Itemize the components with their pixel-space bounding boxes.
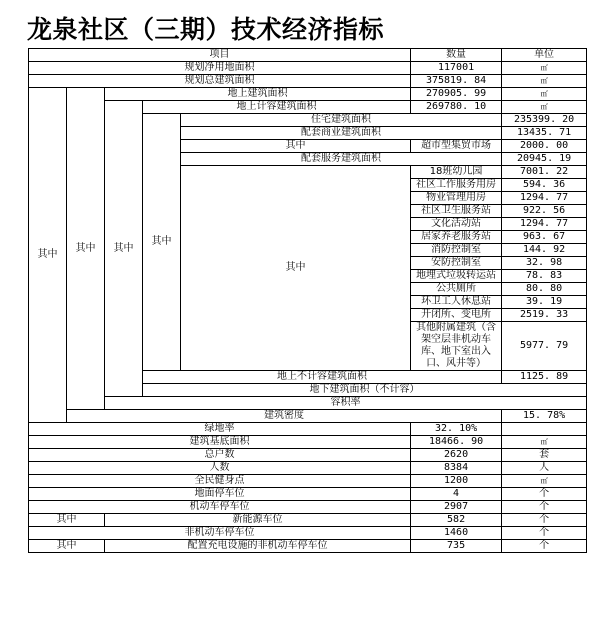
row-label: 地埋式垃圾转运站 (411, 270, 502, 283)
row-qty: 375819. 84 (411, 75, 502, 88)
page-title: 龙泉社区（三期）技术经济指标 (27, 15, 385, 44)
table-row (29, 101, 587, 114)
row-label: 总户数 (29, 449, 411, 462)
row-qty: 8384 (411, 462, 502, 475)
row-qty: 2620 (411, 449, 502, 462)
row-label: 配套商业建筑面积 (181, 127, 502, 140)
row-label: 建筑密度 (67, 410, 502, 423)
row-qty: 20945. 19 (502, 153, 587, 166)
table-header-row (29, 49, 587, 62)
row-qty: 235399. 20 (502, 114, 587, 127)
table-row (29, 423, 587, 436)
row-unit: ㎡ (502, 62, 587, 75)
row-qty: 735 (411, 540, 502, 553)
row-unit-empty (502, 423, 587, 436)
row-label: 公共厕所 (411, 283, 502, 296)
row-qty: 2907 (411, 501, 502, 514)
qizhong-label: 其中 (29, 88, 67, 423)
row-label: 容积率 (105, 397, 587, 410)
table-row (29, 62, 587, 75)
qizhong-label: 其中 (105, 101, 143, 397)
row-unit: ㎡ (502, 88, 587, 101)
row-label: 地面停车位 (29, 488, 411, 501)
header-item: 项目 (29, 49, 411, 62)
qizhong-label: 其中 (143, 114, 181, 371)
row-qty: 5977. 79 (502, 322, 587, 371)
table-row (29, 475, 587, 488)
row-unit: 人 (502, 462, 587, 475)
row-unit: 个 (502, 488, 587, 501)
row-qty: 18466. 90 (411, 436, 502, 449)
row-label: 住宅建筑面积 (181, 114, 502, 127)
row-label: 人数 (29, 462, 411, 475)
qizhong-label: 其中 (181, 140, 411, 153)
table-row (29, 514, 587, 527)
row-unit: ㎡ (502, 436, 587, 449)
row-qty: 1125. 89 (502, 371, 587, 384)
row-qty: 922. 56 (502, 205, 587, 218)
economic-indicator-table (28, 48, 587, 553)
row-unit: 个 (502, 527, 587, 540)
row-label: 环卫工人休息站 (411, 296, 502, 309)
row-qty: 594. 36 (502, 179, 587, 192)
row-qty: 1294. 77 (502, 192, 587, 205)
table-row (29, 449, 587, 462)
row-label: 机动车停车位 (29, 501, 411, 514)
table-row (29, 462, 587, 475)
table-row (29, 436, 587, 449)
row-unit: 个 (502, 501, 587, 514)
header-unit: 单位 (502, 49, 587, 62)
row-qty: 270905. 99 (411, 88, 502, 101)
row-label: 地上建筑面积 (105, 88, 411, 101)
qizhong-label: 其中 (67, 88, 105, 410)
table-row (29, 75, 587, 88)
row-label: 地上计容建筑面积 (143, 101, 411, 114)
table-row (29, 88, 587, 101)
row-label: 开闭所、变电所 (411, 309, 502, 322)
row-label: 规划总建筑面积 (29, 75, 411, 88)
row-qty: 15. 78% (502, 410, 587, 423)
row-unit: 套 (502, 449, 587, 462)
row-qty: 78. 83 (502, 270, 587, 283)
row-qty: 7001. 22 (502, 166, 587, 179)
row-label: 建筑基底面积 (29, 436, 411, 449)
row-label: 规划净用地面积 (29, 62, 411, 75)
row-qty: 32. 98 (502, 257, 587, 270)
row-qty: 32. 10% (411, 423, 502, 436)
row-unit: ㎡ (502, 75, 587, 88)
row-label: 超市型集贸市场 (411, 140, 502, 153)
row-label: 配套服务建筑面积 (181, 153, 502, 166)
row-qty: 13435. 71 (502, 127, 587, 140)
row-qty: 144. 92 (502, 244, 587, 257)
table-row (29, 397, 587, 410)
table-row (29, 410, 587, 423)
qizhong-label: 其中 (29, 540, 105, 553)
table-row (29, 540, 587, 553)
row-label: 社区工作服务用房 (411, 179, 502, 192)
row-label: 新能源车位 (105, 514, 411, 527)
row-qty: 39. 19 (502, 296, 587, 309)
row-qty: 117001 (411, 62, 502, 75)
row-qty: 582 (411, 514, 502, 527)
table-row (29, 501, 587, 514)
row-qty: 1294. 77 (502, 218, 587, 231)
qizhong-label: 其中 (181, 166, 411, 371)
row-label: 社区卫生服务站 (411, 205, 502, 218)
row-qty: 269780. 10 (411, 101, 502, 114)
row-unit: 个 (502, 514, 587, 527)
table-row (29, 488, 587, 501)
row-qty: 1200 (411, 475, 502, 488)
table-row (29, 527, 587, 540)
row-label: 非机动车停车位 (29, 527, 411, 540)
row-label: 居家养老服务站 (411, 231, 502, 244)
row-qty: 80. 80 (502, 283, 587, 296)
row-label: 文化活动站 (411, 218, 502, 231)
row-qty: 4 (411, 488, 502, 501)
row-qty: 2000. 00 (502, 140, 587, 153)
row-label: 其他附属建筑（含架空层非机动车库、地下室出入口、风井等） (411, 322, 502, 371)
row-label: 安防控制室 (411, 257, 502, 270)
row-label: 地下建筑面积（不计容） (143, 384, 587, 397)
row-label: 全民健身点 (29, 475, 411, 488)
row-label: 地上不计容建筑面积 (143, 371, 502, 384)
header-qty: 数量 (411, 49, 502, 62)
row-label: 配置充电设施的非机动车停车位 (105, 540, 411, 553)
row-label: 18班幼儿园 (411, 166, 502, 179)
row-unit: ㎡ (502, 475, 587, 488)
row-unit: ㎡ (502, 101, 587, 114)
row-label: 物业管理用房 (411, 192, 502, 205)
row-label: 绿地率 (29, 423, 411, 436)
row-label: 消防控制室 (411, 244, 502, 257)
row-unit: 个 (502, 540, 587, 553)
row-qty: 2519. 33 (502, 309, 587, 322)
row-qty: 963. 67 (502, 231, 587, 244)
qizhong-label: 其中 (29, 514, 105, 527)
row-qty: 1460 (411, 527, 502, 540)
